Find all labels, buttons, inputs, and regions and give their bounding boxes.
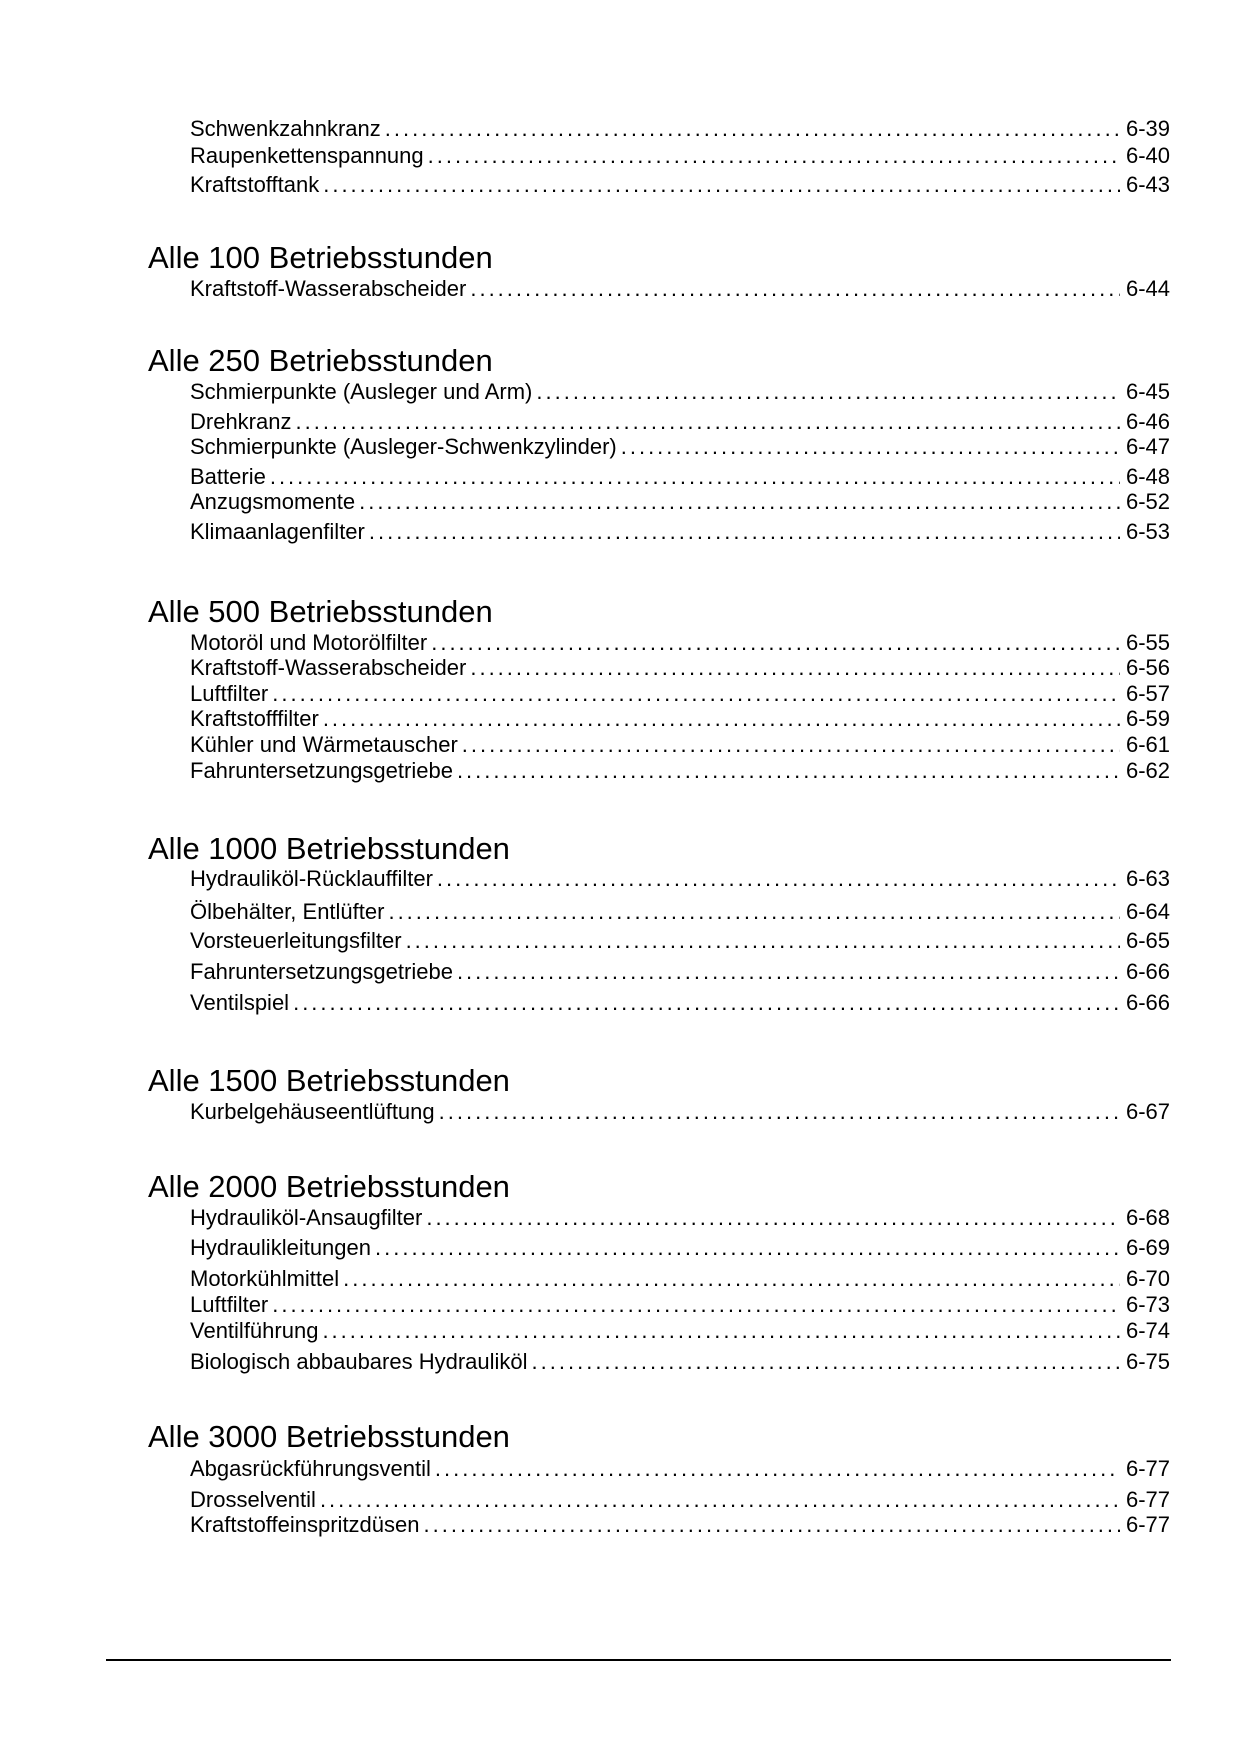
- toc-entry-label: Raupenkettenspannung: [190, 143, 424, 168]
- toc-entry[interactable]: [190, 630, 1170, 656]
- toc-entry-label: Kraftstoffeinspritzdüsen: [190, 1512, 420, 1537]
- toc-entry-page: 6-53: [1125, 519, 1170, 544]
- toc-entry-label: Fahruntersetzungsgetriebe: [190, 758, 453, 783]
- toc-entry[interactable]: [190, 1205, 1170, 1231]
- dot-leader: [270, 464, 1120, 490]
- toc-entry-page: 6-73: [1125, 1292, 1170, 1317]
- toc-entry-page: 6-65: [1125, 928, 1170, 953]
- toc-entry-label: Fahruntersetzungsgetriebe: [190, 959, 453, 984]
- toc-entry-label: Ventilführung: [190, 1318, 319, 1343]
- toc-entry-page: 6-44: [1125, 276, 1170, 301]
- toc-entry-label: Kraftstofffilter: [190, 706, 319, 731]
- toc-entry[interactable]: [190, 732, 1170, 758]
- toc-entry-label: Ventilspiel: [190, 990, 290, 1015]
- toc-entry-label: Hydrauliköl-Ansaugfilter: [190, 1205, 423, 1230]
- toc-entry-page: 6-70: [1125, 1266, 1170, 1291]
- dot-leader: [424, 1512, 1120, 1538]
- toc-entry-label: Motoröl und Motorölfilter: [190, 630, 428, 655]
- toc-entry-page: 6-66: [1125, 990, 1170, 1015]
- toc-entry-label: Luftfilter: [190, 1292, 269, 1317]
- toc-entry-page: 6-43: [1125, 172, 1170, 197]
- dot-leader: [343, 1266, 1120, 1292]
- toc-entry-page: 6-77: [1125, 1487, 1170, 1512]
- dot-leader: [322, 1318, 1120, 1344]
- toc-entry-page: 6-61: [1125, 732, 1170, 757]
- toc-entry-label: Kraftstofftank: [190, 172, 320, 197]
- section-heading: Alle 100 Betriebsstunden: [148, 240, 493, 275]
- dot-leader: [457, 959, 1120, 985]
- dot-leader: [359, 489, 1120, 515]
- toc-entry[interactable]: [190, 409, 1170, 435]
- toc-entry[interactable]: [190, 990, 1170, 1016]
- toc-entry[interactable]: [190, 866, 1170, 892]
- toc-entry[interactable]: [190, 928, 1170, 954]
- dot-leader: [536, 379, 1120, 405]
- toc-entry[interactable]: [190, 1292, 1170, 1318]
- toc-entry-page: 6-68: [1125, 1205, 1170, 1230]
- toc-entry-label: Abgasrückführungsventil: [190, 1456, 431, 1481]
- dot-leader: [621, 434, 1120, 460]
- toc-entry[interactable]: [190, 1318, 1170, 1344]
- dot-leader: [431, 630, 1120, 656]
- toc-entry-page: 6-67: [1125, 1099, 1170, 1124]
- toc-entry-page: 6-64: [1125, 899, 1170, 924]
- toc-entry-page: 6-45: [1125, 379, 1170, 404]
- toc-entry[interactable]: [190, 116, 1170, 142]
- dot-leader: [295, 409, 1119, 435]
- toc-entry-label: Kraftstoff-Wasserabscheider: [190, 655, 467, 680]
- section-heading: Alle 3000 Betriebsstunden: [148, 1419, 510, 1454]
- section-heading: Alle 1000 Betriebsstunden: [148, 831, 510, 866]
- dot-leader: [439, 1099, 1120, 1125]
- toc-entry[interactable]: [190, 172, 1170, 198]
- toc-entry[interactable]: [190, 276, 1170, 302]
- toc-entry[interactable]: [190, 655, 1170, 681]
- toc-entry[interactable]: [190, 489, 1170, 515]
- toc-entry-page: 6-47: [1125, 434, 1170, 459]
- toc-entry-label: Batterie: [190, 464, 266, 489]
- toc-entry[interactable]: [190, 681, 1170, 707]
- footer-rule: [106, 1659, 1171, 1661]
- toc-entry[interactable]: [190, 1235, 1170, 1261]
- toc-entry[interactable]: [190, 1456, 1170, 1482]
- toc-entry-page: 6-62: [1125, 758, 1170, 783]
- dot-leader: [375, 1235, 1120, 1261]
- dot-leader: [385, 116, 1120, 142]
- dot-leader: [470, 655, 1120, 681]
- toc-entry[interactable]: [190, 1349, 1170, 1375]
- dot-leader: [426, 1205, 1120, 1231]
- dot-leader: [428, 143, 1120, 169]
- section-heading: Alle 2000 Betriebsstunden: [148, 1169, 510, 1204]
- toc-entry-label: Kurbelgehäuseentlüftung: [190, 1099, 435, 1124]
- toc-entry-label: Biologisch abbaubares Hydrauliköl: [190, 1349, 528, 1374]
- dot-leader: [470, 276, 1120, 302]
- toc-entry-page: 6-63: [1125, 866, 1170, 891]
- toc-entry-label: Hydraulikleitungen: [190, 1235, 371, 1260]
- toc-entry-label: Schwenkzahnkranz: [190, 116, 381, 141]
- toc-entry[interactable]: [190, 959, 1170, 985]
- toc-entry-label: Kraftstoff-Wasserabscheider: [190, 276, 467, 301]
- toc-entry-page: 6-57: [1125, 681, 1170, 706]
- toc-entry-label: Ölbehälter, Entlüfter: [190, 899, 385, 924]
- toc-entry-page: 6-75: [1125, 1349, 1170, 1374]
- toc-entry-label: Kühler und Wärmetauscher: [190, 732, 458, 757]
- toc-entry[interactable]: [190, 519, 1170, 545]
- toc-entry-label: Anzugsmomente: [190, 489, 356, 514]
- dot-leader: [320, 1487, 1120, 1513]
- toc-entry[interactable]: [190, 1512, 1170, 1538]
- dot-leader: [369, 519, 1120, 545]
- toc-entry-page: 6-46: [1125, 409, 1170, 434]
- dot-leader: [437, 866, 1120, 892]
- section-heading: Alle 250 Betriebsstunden: [148, 343, 493, 378]
- toc-entry[interactable]: [190, 1487, 1170, 1513]
- section-heading: Alle 500 Betriebsstunden: [148, 594, 493, 629]
- dot-leader: [323, 706, 1120, 732]
- dot-leader: [323, 172, 1120, 198]
- toc-entry-label: Drosselventil: [190, 1487, 316, 1512]
- dot-leader: [406, 928, 1120, 954]
- toc-entry[interactable]: [190, 379, 1170, 405]
- toc-entry-page: 6-56: [1125, 655, 1170, 680]
- toc-entry-page: 6-52: [1125, 489, 1170, 514]
- toc-entry-label: Drehkranz: [190, 409, 292, 434]
- toc-entry-label: Vorsteuerleitungsfilter: [190, 928, 402, 953]
- toc-entry-page: 6-40: [1125, 143, 1170, 168]
- toc-entry[interactable]: [190, 706, 1170, 732]
- dot-leader: [388, 899, 1120, 925]
- toc-entry-label: Luftfilter: [190, 681, 269, 706]
- dot-leader: [272, 1292, 1120, 1318]
- dot-leader: [293, 990, 1120, 1016]
- toc-entry[interactable]: [190, 434, 1170, 460]
- dot-leader: [272, 681, 1120, 707]
- toc-entry[interactable]: [190, 143, 1170, 169]
- toc-entry-page: 6-59: [1125, 706, 1170, 731]
- toc-entry[interactable]: [190, 1099, 1170, 1125]
- dot-leader: [435, 1456, 1120, 1482]
- toc-entry[interactable]: [190, 464, 1170, 490]
- toc-entry-page: 6-69: [1125, 1235, 1170, 1260]
- toc-entry-page: 6-66: [1125, 959, 1170, 984]
- toc-entry-page: 6-39: [1125, 116, 1170, 141]
- toc-entry-page: 6-55: [1125, 630, 1170, 655]
- section-heading: Alle 1500 Betriebsstunden: [148, 1063, 510, 1098]
- dot-leader: [457, 758, 1120, 784]
- toc-entry-label: Klimaanlagenfilter: [190, 519, 365, 544]
- toc-entry[interactable]: [190, 758, 1170, 784]
- toc-entry-page: 6-77: [1125, 1512, 1170, 1537]
- toc-entry-page: 6-74: [1125, 1318, 1170, 1343]
- toc-entry[interactable]: [190, 899, 1170, 925]
- toc-entry-label: Schmierpunkte (Ausleger-Schwenkzylinder): [190, 434, 617, 459]
- toc-entry-label: Motorkühlmittel: [190, 1266, 340, 1291]
- toc-entry-page: 6-77: [1125, 1456, 1170, 1481]
- dot-leader: [532, 1349, 1120, 1375]
- toc-entry-page: 6-48: [1125, 464, 1170, 489]
- toc-entry-label: Hydrauliköl-Rücklauffilter: [190, 866, 433, 891]
- dot-leader: [462, 732, 1120, 758]
- toc-entry-label: Schmierpunkte (Ausleger und Arm): [190, 379, 533, 404]
- toc-entry[interactable]: [190, 1266, 1170, 1292]
